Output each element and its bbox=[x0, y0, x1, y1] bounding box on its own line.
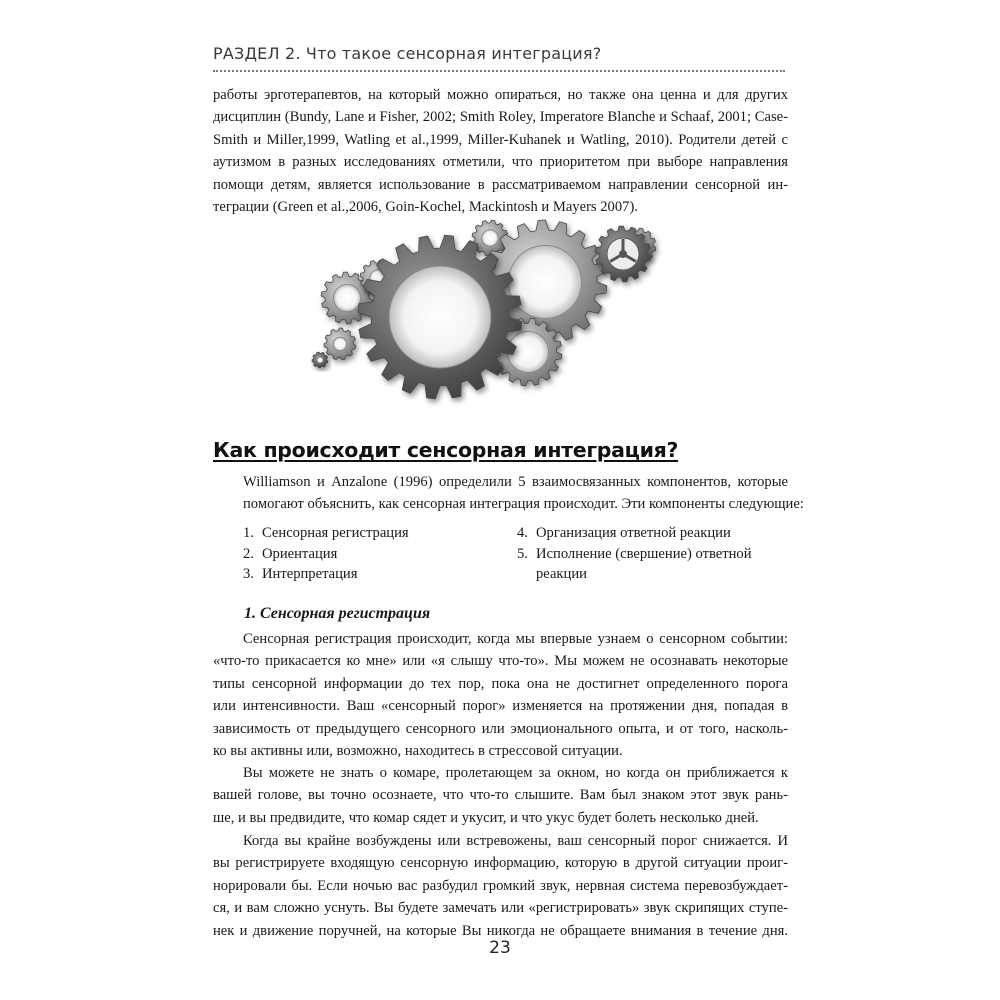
components-list-right bbox=[517, 523, 752, 585]
header-dotted-rule bbox=[213, 70, 785, 72]
page-number: 23 bbox=[489, 938, 511, 958]
text-line: теграции (Green et al.,2006, Goin-Kochel, Mackintosh и Mayers 2007). bbox=[213, 199, 638, 216]
text-line: Сенсорная регистрация происходит, когда мы впервые узнаем о сенсорном событии: bbox=[243, 631, 788, 647]
text-line: норировали бы. Если ночью вас разбудил громкий звук, нервная система перевозбуждает- bbox=[213, 877, 788, 894]
text-line: или интенсивности. Ваш «сенсорный порог» изменяется на протяжении дня, попадая в bbox=[213, 698, 788, 715]
text-line: вашей голове, вы точно осознаете, что что-то слышите. Вам был знаком этот звук рань- bbox=[213, 787, 788, 804]
section-intro-paragraph bbox=[213, 471, 804, 516]
list-item bbox=[517, 544, 752, 565]
list-text: Интерпретация bbox=[262, 566, 358, 582]
text-line: «что-то прикасается ко мне» или «я слышу что-то». Мы можем не осознавать некоторые bbox=[213, 653, 788, 670]
text-line: ше, и вы предвидите, что комар сядет и укусит, и что укус будет болеть несколько дней. bbox=[213, 809, 759, 826]
text-line: зависимость от предыдущего сенсорного или эмоционального опыта, и от того, насколь- bbox=[213, 720, 788, 737]
intro-paragraph bbox=[213, 84, 788, 218]
body-paragraph-2 bbox=[213, 762, 788, 829]
spoke-gear-center bbox=[619, 250, 627, 258]
list-number: 3. bbox=[243, 566, 254, 582]
list-number: 2. bbox=[243, 545, 254, 562]
list-text: Сенсорная регистрация bbox=[262, 525, 409, 541]
large-gear-center-face bbox=[389, 266, 491, 368]
text-line: типы сенсорной информации до тех пор, пока она не достигнет определенного порога bbox=[213, 675, 788, 692]
text-line: Когда вы крайне возбуждены или встревожены, ваш сенсорный порог снижается. И bbox=[243, 833, 788, 849]
list-text-continuation: реакции bbox=[536, 566, 587, 582]
small-gear-left-face bbox=[333, 284, 360, 311]
list-text: Исполнение (свершение) ответной bbox=[536, 545, 752, 562]
text-line: дисциплин (Bundy, Lane и Fisher, 2002; Smith Roley, Imperatore Blanche и Schaaf, 2001; Case- bbox=[213, 109, 788, 126]
components-list-left bbox=[243, 523, 409, 585]
text-line: Williamson и Anzalone (1996) определили 5 взаимосвязанных компонентов, которые bbox=[243, 474, 788, 490]
text-line: помощи детям, является использование в рассматриваемом направлении сенсорной ин- bbox=[213, 176, 788, 193]
text-line: работы эрготерапевтов, на который можно опираться, но также она ценна и для других bbox=[213, 87, 788, 103]
running-header: РАЗДЕЛ 2. Что такое сенсорная интеграция? bbox=[213, 44, 602, 63]
list-number: 4. bbox=[517, 525, 528, 541]
list-text: Организация ответной реакции bbox=[536, 525, 731, 541]
list-item bbox=[243, 564, 409, 585]
tiny-gear-left-face bbox=[317, 357, 323, 363]
medium-gear-center-face bbox=[509, 246, 582, 319]
text-line: вы регистрируете входящую сенсорную информацию, которую в другой ситуации проиг- bbox=[213, 855, 788, 872]
list-number: 5. bbox=[517, 545, 528, 562]
subsection-title: 1. Сенсорная регистрация bbox=[244, 605, 431, 622]
small-gear-left-lower-face bbox=[333, 337, 346, 350]
text-line: нек и движение поручней, на которые Вы никогда не обращаете внимания в течение дня. bbox=[213, 922, 788, 939]
list-item bbox=[243, 523, 409, 544]
text-line: аутизмом в разных исследованиях отметили, что приоритетом при выборе направления bbox=[213, 154, 788, 171]
list-text: Ориентация bbox=[262, 545, 338, 562]
section-title: Как происходит сенсорная интеграция? bbox=[213, 438, 679, 462]
text-line: помогают объяснить, как сенсорная интеграция происходит. Эти компоненты следующие: bbox=[243, 496, 804, 513]
gears-illustration bbox=[300, 212, 700, 412]
list-item bbox=[243, 544, 409, 565]
text-line: Вы можете не знать о комаре, пролетающем за окном, но когда он приближается к bbox=[243, 765, 788, 781]
small-gear-top-face bbox=[482, 230, 499, 247]
text-line: ко вы активны или, возможно, находитесь в стрессовой ситуации. bbox=[213, 743, 623, 760]
text-line: ся, и вам сложно уснуть. Вы будете замечать или «регистрировать» звук скрипящих ступе- bbox=[213, 900, 788, 917]
list-number: 1. bbox=[243, 525, 254, 541]
text-line: Smith и Miller,1999, Watling et al.,1999, Miller-Kuhanek и Watling, 2010). Родители детей с bbox=[213, 131, 788, 148]
body-paragraph-1 bbox=[213, 628, 788, 762]
body-paragraph-3 bbox=[213, 830, 788, 942]
list-item bbox=[517, 523, 752, 544]
